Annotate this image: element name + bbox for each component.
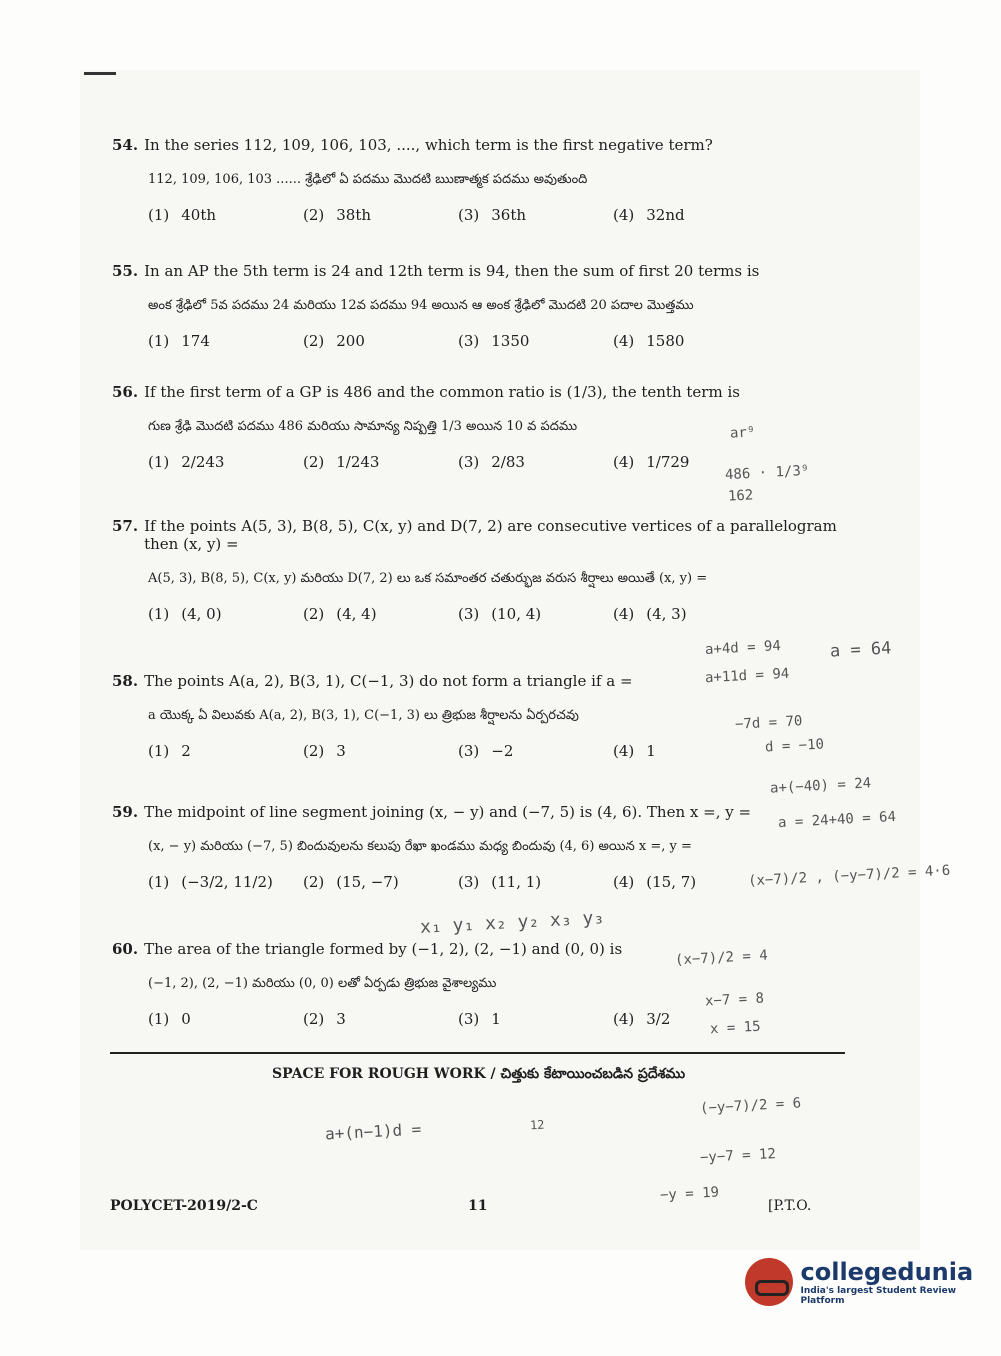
option-1: [148, 742, 303, 760]
handwritten-note: 12: [529, 1117, 545, 1133]
option-4: [613, 605, 768, 623]
option-number: (3): [458, 206, 480, 224]
option-value: 2: [181, 742, 191, 760]
question-text-english: In the series 112, 109, 106, 103, ...., which term is the first negative term?: [144, 136, 713, 154]
option-number: (1): [148, 742, 170, 760]
handwritten-note: a+(n−1)d =: [324, 1119, 422, 1144]
mascot-icon: [745, 1258, 793, 1306]
option-1: [148, 332, 303, 350]
option-2: [303, 605, 458, 623]
question-number: 55.: [112, 262, 139, 280]
handwritten-note: x−7 = 8: [704, 990, 765, 1010]
handwritten-note: a = 24+40 = 64: [777, 808, 897, 832]
option-value: 1: [491, 1010, 501, 1028]
option-value: 38th: [336, 206, 372, 224]
margin-mark: [84, 72, 116, 75]
handwritten-note: x = 15: [709, 1018, 761, 1038]
question-text-telugu: అంక శ్రేఢిలో 5వ పదము 24 మరియు 12వ పదము 94 అయిన ఆ అంక శ్రేఢిలో మొదటి 20 పదాల మొత్తము: [148, 298, 694, 313]
divider-line: [110, 1052, 845, 1054]
option-number: (2): [303, 332, 325, 350]
question-number: 59.: [112, 803, 139, 821]
handwritten-note: x₁ y₁ x₂ y₂ x₃ y₃: [419, 907, 605, 938]
question-text-english: The area of the triangle formed by (−1, 2), (2, −1) and (0, 0) is: [144, 940, 623, 958]
option-number: (4): [613, 332, 635, 350]
pto-label: [P.T.O.: [768, 1198, 812, 1214]
option-number: (2): [303, 1010, 325, 1028]
option-value: 2/83: [491, 453, 525, 471]
option-number: (2): [303, 873, 325, 891]
handwritten-note: a+4d = 94: [704, 638, 782, 658]
option-number: (4): [613, 1010, 635, 1028]
option-value: 200: [336, 332, 365, 350]
option-4: [613, 873, 768, 891]
option-value: 3/2: [646, 1010, 671, 1028]
option-4: [613, 206, 768, 224]
option-1: [148, 206, 303, 224]
question-text-telugu: 112, 109, 106, 103 ...... శ్రేఢిలో ఏ పదము మొదటి ఋణాత్మక పదము అవుతుంది: [148, 172, 588, 187]
option-number: (1): [148, 332, 170, 350]
option-4: [613, 742, 768, 760]
option-value: (10, 4): [491, 605, 542, 623]
question-text-telugu: గుణ శ్రేఢి మొదటి పదము 486 మరియు సామాన్య నిష్పత్తి 1/3 అయిన 10 వ పదము: [148, 419, 578, 434]
option-3: [458, 1010, 613, 1028]
option-number: (4): [613, 873, 635, 891]
option-number: (3): [458, 332, 480, 350]
option-value: (−3/2, 11/2): [181, 873, 273, 891]
option-number: (3): [458, 742, 480, 760]
question-number: 57.: [112, 517, 139, 535]
question-56: [112, 383, 872, 471]
option-value: 40th: [181, 206, 217, 224]
option-value: (4, 4): [336, 605, 377, 623]
option-number: (4): [613, 206, 635, 224]
option-2: [303, 453, 458, 471]
option-value: (15, −7): [336, 873, 399, 891]
question-text-english: If the first term of a GP is 486 and the common ratio is (1/3), the tenth term is: [144, 383, 740, 401]
option-number: (3): [458, 605, 480, 623]
option-2: [303, 332, 458, 350]
question-text-english: The midpoint of line segment joining (x, − y) and (−7, 5) is (4, 6). Then x =, y =: [144, 803, 752, 821]
option-value: 2/243: [181, 453, 225, 471]
handwritten-note: a = 64: [829, 638, 892, 662]
option-value: (11, 1): [491, 873, 542, 891]
handwritten-note: −y = 19: [659, 1184, 720, 1204]
option-number: (3): [458, 453, 480, 471]
handwritten-note: (−y−7)/2 = 6: [699, 1095, 802, 1117]
option-value: (15, 7): [646, 873, 697, 891]
question-54: [112, 136, 872, 224]
handwritten-note: a+(−40) = 24: [769, 775, 872, 797]
option-number: (4): [613, 453, 635, 471]
option-2: [303, 1010, 458, 1028]
handwritten-note: 486 · 1/3⁹: [724, 462, 810, 484]
option-number: (1): [148, 1010, 170, 1028]
option-value: 1/729: [646, 453, 690, 471]
option-value: 0: [181, 1010, 191, 1028]
question-number: 56.: [112, 383, 139, 401]
option-value: 1/243: [336, 453, 380, 471]
option-3: [458, 742, 613, 760]
question-text-telugu: (x, − y) మరియు (−7, 5) బిందువులను కలుపు రేఖా ఖండము మధ్య బిందువు (4, 6) అయిన x =, y =: [148, 839, 692, 854]
rough-work-heading: SPACE FOR ROUGH WORK / చిత్తుకు కేటాయించబడిన ప్రదేశము: [272, 1066, 686, 1082]
logo-name: collegedunia: [800, 1258, 974, 1286]
option-value: 1: [646, 742, 656, 760]
option-number: (2): [303, 206, 325, 224]
question-number: 60.: [112, 940, 139, 958]
option-3: [458, 605, 613, 623]
question-text-telugu: a యొక్క ఏ విలువకు A(a, 2), B(3, 1), C(−1, 3) లు త్రిభుజ శీర్షాలను ఏర్పరచవు: [148, 708, 579, 723]
handwritten-note: 162: [727, 487, 754, 505]
option-1: [148, 1010, 303, 1028]
option-number: (1): [148, 453, 170, 471]
option-1: [148, 605, 303, 623]
option-value: 1350: [491, 332, 530, 350]
option-1: [148, 873, 303, 891]
option-number: (1): [148, 605, 170, 623]
option-number: (3): [458, 873, 480, 891]
option-number: (3): [458, 1010, 480, 1028]
option-value: 174: [181, 332, 210, 350]
question-text-telugu: (−1, 2), (2, −1) మరియు (0, 0) లతో ఏర్పడు త్రిభుజ వైశాల్యము: [148, 976, 497, 991]
handwritten-note: ar⁹: [729, 424, 756, 442]
handwritten-note: −y−7 = 12: [699, 1146, 777, 1166]
option-2: [303, 873, 458, 891]
question-57: [112, 517, 872, 623]
page-number: 11: [468, 1198, 488, 1214]
question-text-english: The points A(a, 2), B(3, 1), C(−1, 3) do not form a triangle if a =: [144, 672, 633, 690]
logo-tagline: India's largest Student Review Platform: [800, 1286, 957, 1306]
option-3: [458, 453, 613, 471]
option-3: [458, 873, 613, 891]
option-value: −2: [491, 742, 514, 760]
question-text-telugu: A(5, 3), B(8, 5), C(x, y) మరియు D(7, 2) లు ఒక సమాంతర చతుర్భుజ వరుస శీర్షాలు అయితే (x, y) =: [148, 571, 708, 586]
option-number: (1): [148, 206, 170, 224]
question-55: [112, 262, 872, 350]
handwritten-note: a+11d = 94: [704, 665, 790, 687]
option-number: (4): [613, 605, 635, 623]
question-text-english: If the points A(5, 3), B(8, 5), C(x, y) and D(7, 2) are consecutive vertices of a parallelogram then (x, y) =: [144, 517, 837, 553]
handwritten-note: (x−7)/2 = 4: [674, 947, 769, 969]
collegedunia-logo: [745, 1258, 1001, 1306]
option-1: [148, 453, 303, 471]
option-value: 36th: [491, 206, 527, 224]
option-number: (2): [303, 453, 325, 471]
question-text-english: In an AP the 5th term is 24 and 12th term is 94, then the sum of first 20 terms is: [144, 262, 760, 280]
handwritten-note: d = −10: [764, 736, 825, 756]
option-number: (2): [303, 605, 325, 623]
option-value: 3: [336, 742, 346, 760]
option-2: [303, 206, 458, 224]
option-2: [303, 742, 458, 760]
question-number: 54.: [112, 136, 139, 154]
option-number: (1): [148, 873, 170, 891]
option-value: 3: [336, 1010, 346, 1028]
option-number: (2): [303, 742, 325, 760]
option-value: (4, 3): [646, 605, 687, 623]
handwritten-note: (x−7)/2 , (−y−7)/2 = 4·6: [747, 862, 951, 890]
question-number: 58.: [112, 672, 139, 690]
option-number: (4): [613, 742, 635, 760]
option-3: [458, 206, 613, 224]
option-value: (4, 0): [181, 605, 222, 623]
option-4: [613, 332, 768, 350]
option-3: [458, 332, 613, 350]
handwritten-note: −7d = 70: [734, 713, 803, 733]
option-value: 1580: [646, 332, 685, 350]
exam-code: POLYCET-2019/2-C: [110, 1198, 258, 1214]
option-value: 32nd: [646, 206, 685, 224]
